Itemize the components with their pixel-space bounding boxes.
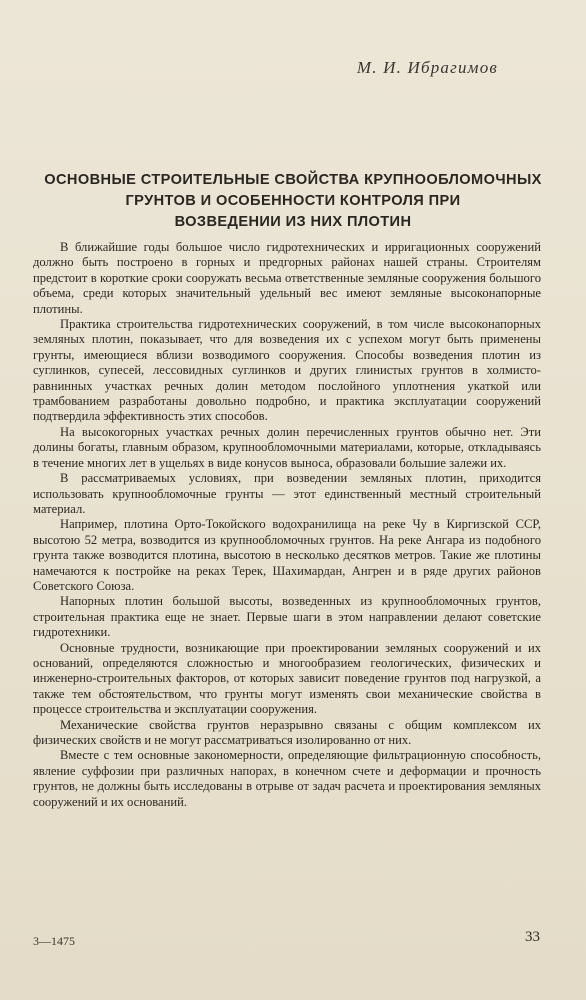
article-title	[24, 170, 562, 233]
title-line: ОСНОВНЫЕ СТРОИТЕЛЬНЫЕ СВОЙСТВА КРУПНООБЛОМОЧНЫХ	[44, 172, 542, 188]
paragraph: Напорных плотин большой высоты, возведенных из крупнообломочных грунтов, строительная практика еще не знает. Первые шаги в этом направлении делают советские гидротехники.	[33, 594, 541, 640]
paragraph: Практика строительства гидротехнических сооружений, в том числе высоконапорных земляных плотин, показывает, что для возведения их с успехом могут быть применены грунты, имеющиеся вблизи возводимого сооружения. Способы возведения плотин из суглинков, супесей, лессовидных суглинков и других глинистых грунтов в холмисто-равнинных участках речных долин методом послойного уплотнения укаткой или трамбованием разработаны довольно подробно, и практика эксплуатации сооружений подтвердила эффективность этих способов.	[33, 317, 541, 424]
printer-signature: 3—1475	[33, 934, 75, 948]
paragraph: Механические свойства грунтов неразрывно связаны с общим комплексом их физических свойств и не могут рассматриваться изолированно от них.	[33, 717, 541, 747]
paragraph: В рассматриваемых условиях, при возведении земляных плотин, приходится использовать крупнообломочные грунты — этот единственный местный строительный материал.	[33, 471, 541, 516]
paragraph: Например, плотина Орто-Токойского водохранилища на реке Чу в Киргизской ССР, высотою 52 метра, возводится из крупнообломочных грунтов. На реке Ангара из подобного грунта также возводится плотина, высотою в несколько десятков метров. Такие же плотины намечаются к постройке на реках Терек, Шахимардан, Ангрен и в ряде других районов Советского Союза.	[33, 517, 541, 593]
paragraph: Вместе с тем основные закономерности, определяющие фильтрационную способность, явление суффозии при различных напорах, в конечном счете и деформации и прочность грунтов, не должны быть исследованы в отрыве от задач расчета и проектирования земляных сооружений и их оснований.	[33, 748, 541, 809]
page-number: 33	[525, 929, 540, 945]
paragraph: В ближайшие годы большое число гидротехнических и ирригационных сооружений должно быть построено в горных и предгорных районах нашей страны. Строителям предстоит в короткие сроки сооружать весьма ответственные земляные сооружения большого объема, среди которых значительный удельный вес имеют земляные высоконапорные плотины.	[33, 240, 541, 316]
author-name: М. И. Ибрагимов	[356, 58, 498, 77]
paragraph: На высокогорных участках речных долин перечисленных грунтов обычно нет. Эти долины богаты, главным образом, крупнообломочными материалами, которые, откладываясь в течение многих лет в ущельях в виде конусов выноса, образовали большие залежи их.	[33, 424, 541, 470]
article-body	[33, 240, 541, 810]
paragraph: Основные трудности, возникающие при проектировании земляных сооружений и их оснований, определяются сложностью и многообразием геологических, физических и инженерно-строительных факторов, от которых зависит поведение грунтов под нагрузкой, а также тем обстоятельством, что грунты могут изменять свои механические свойства в процессе строительства и эксплуатации сооружения.	[33, 640, 541, 717]
title-line: ГРУНТОВ И ОСОБЕННОСТИ КОНТРОЛЯ ПРИ	[125, 193, 461, 209]
title-line: ВОЗВЕДЕНИИ ИЗ НИХ ПЛОТИН	[174, 214, 412, 230]
